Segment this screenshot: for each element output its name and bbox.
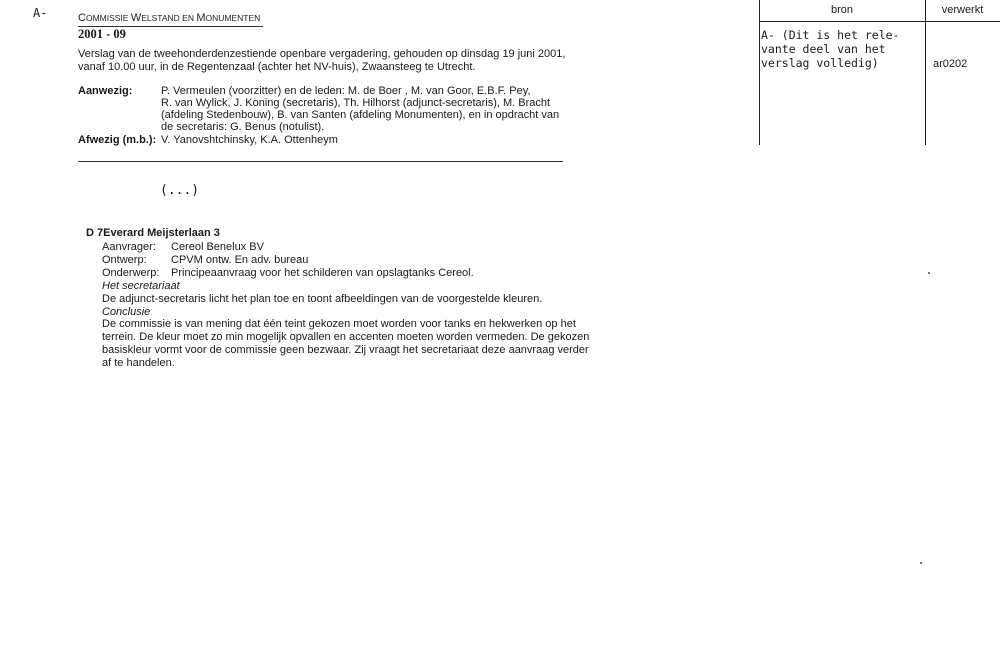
present-line-3: (afdeling Stedenbouw), B. van Santen (afdeling Monumenten), en in opdracht van xyxy=(161,109,560,121)
org-part-3: ONUMENTEN xyxy=(205,13,261,23)
corner-mark: A- xyxy=(33,6,48,20)
subject-value: Principeaanvraag voor het schilderen van opslagtanks Cereol. xyxy=(171,267,474,279)
column-header-processed: verwerkt xyxy=(941,4,984,16)
present-label: Aanwezig: xyxy=(78,85,133,97)
intro-line-1: Verslag van de tweehonderdenzestiende openbare vergadering, gehouden op dinsdag 19 juni 2001, xyxy=(78,48,566,60)
absent-label: Afwezig (m.b.): xyxy=(78,134,157,146)
org-letter-m: M xyxy=(196,12,206,24)
present-line-2: R. van Wylick, J. Koning (secretaris), Th. Hilhorst (adjunct-secretaris), M. Bracht xyxy=(161,97,551,109)
present-line-1: P. Vermeulen (voorzitter) en de leden: M. de Boer , M. van Goor, E.B.F. Pey, xyxy=(161,85,531,97)
source-note-line-1: A- (Dit is het rele- xyxy=(761,28,900,42)
org-letter-c: C xyxy=(78,12,86,24)
conclusion-heading: Conclusie xyxy=(102,306,151,318)
ellipsis-mark: (...) xyxy=(160,183,200,198)
source-note-line-2: vante deel van het xyxy=(761,42,886,56)
intro-line-2: vanaf 10.00 uur, in de Regentenzaal (achter het NV-huis), Zwaansteeg te Utrecht. xyxy=(78,61,476,73)
applicant-value: Cereol Benelux BV xyxy=(171,241,264,253)
section-divider xyxy=(78,161,563,162)
present-line-4: de secretaris: G. Benus (notulist). xyxy=(161,121,325,133)
document-code: 2001 - 09 xyxy=(78,27,126,41)
design-value: CPVM ontw. En adv. bureau xyxy=(171,254,309,266)
conclusion-line-3: basiskleur vormt voor de commissie geen bezwaar. Zij vraagt het secretariaat deze aanvraag verder xyxy=(102,344,589,356)
org-part-2: ELSTAND EN xyxy=(141,13,197,23)
org-letter-w: W xyxy=(130,12,142,24)
scan-speck xyxy=(920,562,922,564)
item-title: D 7Everard Meijsterlaan 3 xyxy=(86,227,220,239)
table-header-rule xyxy=(759,21,1000,22)
secretariat-text: De adjunct-secretaris licht het plan toe en toont afbeeldingen van de voorgestelde kleuren. xyxy=(102,293,543,305)
org-part-1: OMMISSIE xyxy=(85,13,131,23)
conclusion-line-1: De commissie is van mening dat één teint gekozen moet worden voor tanks en hekwerken op het xyxy=(102,318,576,330)
source-note-line-3: verslag volledig) xyxy=(761,56,879,70)
source-table xyxy=(759,0,1000,145)
conclusion-line-4: af te handelen. xyxy=(102,357,175,369)
secretariat-heading: Het secretariaat xyxy=(102,280,180,292)
subject-label: Onderwerp: xyxy=(102,267,160,279)
column-header-source: bron xyxy=(830,4,854,16)
organization-title xyxy=(78,12,260,24)
design-label: Ontwerp: xyxy=(102,254,147,266)
scan-speck xyxy=(928,272,930,274)
applicant-label: Aanvrager: xyxy=(102,241,156,253)
absent-value: V. Yanovshtchinsky, K.A. Ottenheym xyxy=(161,134,338,146)
archive-code: ar0202 xyxy=(933,58,968,70)
conclusion-line-2: terrein. De kleur moet zo min mogelijk opvallen en accenten moeten worden vermeden. De gekozen xyxy=(102,331,590,343)
